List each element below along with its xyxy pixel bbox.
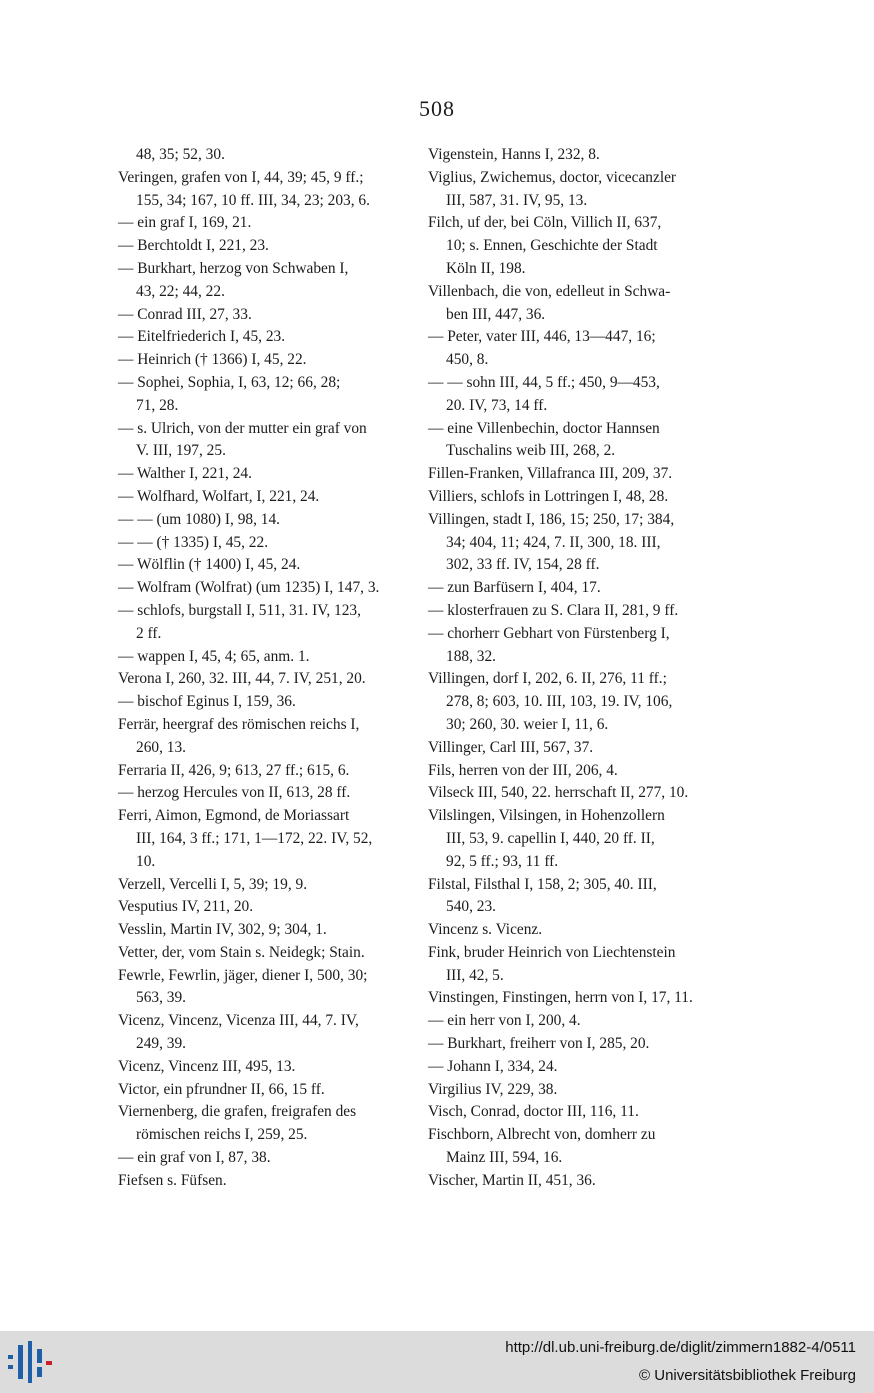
index-entry-line: — klosterfrauen zu S. Clara II, 281, 9 ff.	[428, 601, 679, 619]
index-entry-line: III, 42, 5.	[446, 966, 504, 984]
index-entry-line: — chorherr Gebhart von Fürstenberg I,	[428, 624, 670, 642]
index-entry-line: Veringen, grafen von I, 44, 39; 45, 9 ff.;	[118, 168, 364, 186]
ub-freiburg-logo-icon[interactable]	[6, 1341, 54, 1383]
index-entry-line: Tuschalins weib III, 268, 2.	[446, 442, 616, 460]
index-entry-line: römischen reichs I, 259, 25.	[136, 1126, 308, 1144]
index-entry-line: — Berchtoldt I, 221, 23.	[118, 237, 269, 255]
index-entry-line: 34; 404, 11; 424, 7. II, 300, 18. III,	[446, 533, 661, 551]
index-entry-line: 30; 260, 30. weier I, 11, 6.	[446, 715, 609, 733]
index-entry-line: 92, 5 ff.; 93, 11 ff.	[446, 852, 559, 870]
footer-bar	[0, 1331, 874, 1393]
index-entry-line: Vischer, Martin II, 451, 36.	[428, 1171, 596, 1189]
index-entry-line: Vesputius IV, 211, 20.	[118, 898, 254, 916]
index-entry-line: — Wolfram (Wolfrat) (um 1235) I, 147, 3.	[118, 579, 380, 597]
index-entry-line: — s. Ulrich, von der mutter ein graf von	[118, 419, 367, 437]
index-entry-line: Verona I, 260, 32. III, 44, 7. IV, 251, 20.	[118, 670, 366, 688]
index-entry-line: Vicenz, Vincenz III, 495, 13.	[118, 1057, 296, 1075]
index-entry-line: Filch, uf der, bei Cöln, Villich II, 637,	[428, 214, 662, 232]
footer-copyright: © Universitätsbibliothek Freiburg	[639, 1367, 856, 1384]
index-entry-line: Villenbach, die von, edelleut in Schwa-	[428, 282, 671, 300]
index-entry-line: III, 164, 3 ff.; 171, 1—172, 22. IV, 52,	[136, 829, 373, 847]
index-entry-line: V. III, 197, 25.	[136, 442, 226, 460]
index-entry-line: Fiefsen s. Füfsen.	[118, 1171, 227, 1189]
index-entry-line: Vincenz s. Vicenz.	[428, 921, 543, 939]
index-entry-line: — ein graf I, 169, 21.	[118, 214, 252, 232]
index-entry-line: 71, 28.	[136, 396, 179, 414]
index-entry-line: Verzell, Vercelli I, 5, 39; 19, 9.	[118, 875, 308, 893]
index-entry-line: — ein graf von I, 87, 38.	[118, 1149, 271, 1167]
index-entry-line: Köln II, 198.	[446, 259, 526, 277]
index-entry-line: Ferraria II, 426, 9; 613, 27 ff.; 615, 6.	[118, 761, 350, 779]
index-entry-line: Viglius, Zwichemus, doctor, vicecanzler	[428, 168, 677, 186]
index-entry-line: 540, 23.	[446, 898, 497, 916]
index-entry-line: 302, 33 ff. IV, 154, 28 ff.	[446, 556, 600, 574]
index-entry-line: — Johann I, 334, 24.	[428, 1057, 558, 1075]
index-entry-line: III, 53, 9. capellin I, 440, 20 ff. II,	[446, 829, 655, 847]
index-entry-line: — zun Barfüsern I, 404, 17.	[428, 579, 601, 597]
index-entry-line: Villinger, Carl III, 567, 37.	[428, 738, 594, 756]
index-entry-line: 563, 39.	[136, 989, 187, 1007]
index-entry-line: III, 587, 31. IV, 95, 13.	[446, 191, 588, 209]
index-entry-line: Ferri, Aimon, Egmond, de Moriassart	[118, 807, 350, 825]
index-entry-line: — Peter, vater III, 446, 13—447, 16;	[428, 328, 656, 346]
index-entry-line: 278, 8; 603, 10. III, 103, 19. IV, 106,	[446, 693, 673, 711]
index-entry-line: Villiers, schlofs in Lottringen I, 48, 28.	[428, 487, 669, 505]
page-number: 508	[419, 96, 455, 121]
index-entry-line: Fink, bruder Heinrich von Liechtenstein	[428, 943, 676, 961]
index-entry-line: 20. IV, 73, 14 ff.	[446, 396, 548, 414]
index-entry-line: 10; s. Ennen, Geschichte der Stadt	[446, 237, 658, 255]
index-entry-line: Vesslin, Martin IV, 302, 9; 304, 1.	[118, 921, 327, 939]
footer-url-link[interactable]: http://dl.ub.uni-freiburg.de/diglit/zimmern1882-4/0511	[505, 1339, 856, 1356]
index-entry-line: Fils, herren von der III, 206, 4.	[428, 761, 618, 779]
index-column-right	[428, 144, 722, 1193]
index-entry-line: 155, 34; 167, 10 ff. III, 34, 23; 203, 6.	[136, 191, 370, 209]
index-entry-line: — eine Villenbechin, doctor Hannsen	[428, 419, 660, 437]
index-entry-line: Villingen, dorf I, 202, 6. II, 276, 11 ff.;	[428, 670, 667, 688]
index-entry-line: 188, 32.	[446, 647, 497, 665]
index-entry-line: — Burkhart, herzog von Schwaben I,	[118, 259, 349, 277]
index-entry-line: Vinstingen, Finstingen, herrn von I, 17, 11.	[428, 989, 693, 1007]
index-entry-line: Villingen, stadt I, 186, 15; 250, 17; 384,	[428, 510, 675, 528]
index-entry-line: 249, 39.	[136, 1035, 187, 1053]
index-entry-line: — Eitelfriederich I, 45, 23.	[118, 328, 286, 346]
index-entry-line: 2 ff.	[136, 624, 162, 642]
index-entry-line: — Burkhart, freiherr von I, 285, 20.	[428, 1035, 650, 1053]
index-entry-line: — herzog Hercules von II, 613, 28 ff.	[118, 784, 351, 802]
index-entry-line: — Heinrich († 1366) I, 45, 22.	[118, 351, 307, 369]
index-entry-line: Vetter, der, vom Stain s. Neidegk; Stain.	[118, 943, 365, 961]
index-entry-line: Visch, Conrad, doctor III, 116, 11.	[428, 1103, 639, 1121]
index-entry-line: 450, 8.	[446, 351, 489, 369]
index-entry-line: — bischof Eginus I, 159, 36.	[118, 693, 296, 711]
index-entry-line: Fewrle, Fewrlin, jäger, diener I, 500, 30;	[118, 966, 368, 984]
index-entry-line: Ferrär, heergraf des römischen reichs I,	[118, 715, 360, 733]
index-entry-line: Vilslingen, Vilsingen, in Hohenzollern	[428, 807, 665, 825]
index-entry-line: Fillen-Franken, Villafranca III, 209, 37.	[428, 465, 673, 483]
index-entry-line: Victor, ein pfrundner II, 66, 15 ff.	[118, 1080, 325, 1098]
index-entry-line: — ein herr von I, 200, 4.	[428, 1012, 581, 1030]
index-entry-line: 260, 13.	[136, 738, 187, 756]
index-entry-line: — — († 1335) I, 45, 22.	[118, 533, 269, 551]
index-entry-line: 43, 22; 44, 22.	[136, 282, 225, 300]
index-entry-line: Fischborn, Albrecht von, domherr zu	[428, 1126, 656, 1144]
index-entry-line: — Conrad III, 27, 33.	[118, 305, 252, 323]
index-entry-line: Vilseck III, 540, 22. herrschaft II, 277, 10.	[428, 784, 689, 802]
index-entry-line: — Sophei, Sophia, I, 63, 12; 66, 28;	[118, 373, 341, 391]
index-entry-line: Vigenstein, Hanns I, 232, 8.	[428, 146, 600, 163]
index-entry-line: — Walther I, 221, 24.	[118, 465, 252, 483]
index-column-left	[118, 144, 402, 1193]
index-entry-line: 48, 35; 52, 30.	[136, 146, 225, 163]
index-entry-line: — Wolfhard, Wolfart, I, 221, 24.	[118, 487, 320, 505]
index-entry-line: ben III, 447, 36.	[446, 305, 546, 323]
index-entry-line: Mainz III, 594, 16.	[446, 1149, 563, 1167]
index-entry-line: — schlofs, burgstall I, 511, 31. IV, 123,	[118, 601, 361, 619]
index-entry-line: Filstal, Filsthal I, 158, 2; 305, 40. III,	[428, 875, 657, 893]
index-entry-line: Virgilius IV, 229, 38.	[428, 1080, 558, 1098]
index-entry-line: — — sohn III, 44, 5 ff.; 450, 9—453,	[428, 373, 660, 391]
index-entry-line: Viernenberg, die grafen, freigrafen des	[118, 1103, 357, 1121]
index-entry-line: Vicenz, Vincenz, Vicenza III, 44, 7. IV,	[118, 1012, 359, 1030]
index-entry-line: — Wölflin († 1400) I, 45, 24.	[118, 556, 301, 574]
index-entry-line: 10.	[136, 852, 156, 870]
index-entry-line: — wappen I, 45, 4; 65, anm. 1.	[118, 647, 310, 665]
index-entry-line: — — (um 1080) I, 98, 14.	[118, 510, 281, 528]
